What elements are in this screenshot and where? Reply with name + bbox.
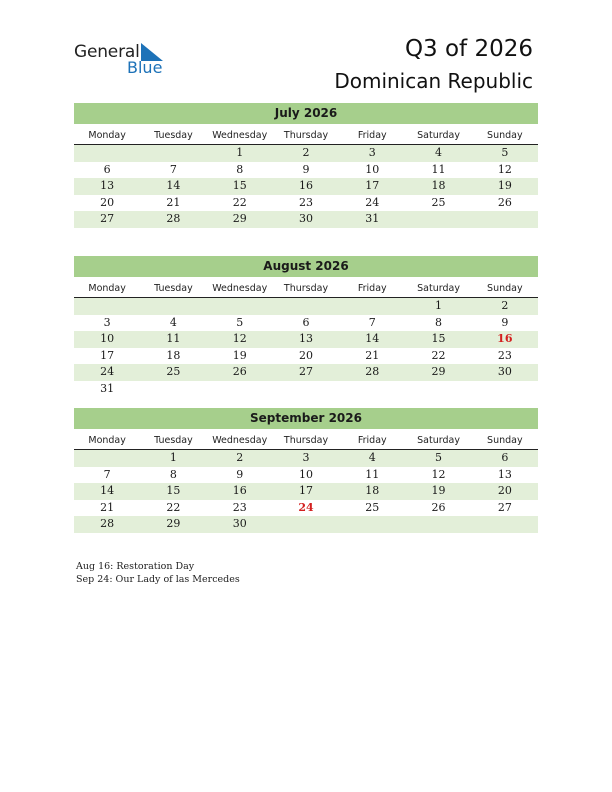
quarter-title: Q3 of 2026 [404,36,533,62]
day-cell: 13 [298,332,313,345]
day-cell: 22 [431,348,446,362]
week-row [74,450,538,467]
day-cell: 5 [501,146,509,159]
day-cell: 10 [100,332,115,345]
day-cell [74,298,140,315]
day-cell: 10 [365,162,380,176]
day-cell [140,381,206,398]
day-cell: 22 [166,500,181,514]
logo [74,42,174,78]
day-cell: 27 [497,500,512,514]
day-cell: 20 [497,484,512,497]
day-cell: 12 [232,332,247,345]
day-cell [339,298,405,315]
day-cell: 4 [169,315,177,329]
holiday-note: Sep 24: Our Lady of las Mercedes [76,574,240,585]
day-cell: 14 [365,332,380,345]
week-row [74,298,538,315]
week-row [74,364,538,381]
week-row [74,500,538,517]
day-cell: 28 [365,365,380,378]
weekday-label: Wednesday [212,130,268,141]
day-cell: 29 [232,212,247,225]
day-cell: 19 [232,348,247,362]
month-august [74,256,538,397]
day-cell: 30 [232,517,247,530]
day-cell: 29 [431,365,446,378]
day-cell [472,211,538,228]
day-cell: 3 [302,451,310,464]
week-row [74,516,538,533]
month-header: September 2026 [74,408,538,429]
day-cell: 31 [100,381,115,395]
day-cell [405,381,471,398]
weekday-row [74,127,538,145]
day-cell [405,211,471,228]
day-cell: 29 [166,517,181,530]
day-cell: 19 [497,179,512,192]
day-cell: 3 [103,315,111,329]
weekday-label: Monday [88,435,126,446]
day-cell [140,145,206,162]
day-cell: 6 [302,315,310,329]
day-cell: 22 [232,195,247,209]
day-cell: 7 [368,315,376,329]
day-cell: 23 [298,195,313,209]
day-cell: 14 [100,484,115,497]
day-cell [273,381,339,398]
day-cell: 9 [236,467,244,481]
day-cell [140,298,206,315]
day-cell [339,516,405,533]
day-cell: 1 [169,451,177,464]
day-cell: 2 [302,146,310,159]
day-cell: 17 [100,348,115,362]
day-cell: 28 [166,212,181,225]
country-title: Dominican Republic [334,69,533,93]
day-cell: 7 [169,162,177,176]
month-header: July 2026 [74,103,538,124]
day-cell: 8 [169,467,177,481]
day-cell: 9 [501,315,509,329]
day-cell: 20 [298,348,313,362]
day-cell: 21 [166,195,181,209]
weekday-label: Saturday [417,435,460,446]
day-cell: 18 [431,179,446,192]
day-cell: 10 [298,467,313,481]
day-cell: 5 [236,315,244,329]
holiday-notes [76,560,240,586]
weekday-label: Monday [88,130,126,141]
day-cell: 16 [497,332,513,345]
week-row [74,195,538,212]
week-row [74,467,538,484]
day-cell: 1 [236,146,244,159]
week-row [74,483,538,500]
day-cell: 6 [501,451,509,464]
day-cell: 6 [103,162,111,176]
day-cell [74,145,140,162]
day-cell: 5 [435,451,443,464]
weekday-label: Thursday [283,283,329,294]
week-row [74,381,538,398]
day-cell: 12 [431,467,446,481]
weekday-label: Friday [357,130,387,141]
day-cell: 24 [365,195,380,209]
day-cell: 25 [166,365,181,378]
day-cell: 23 [497,348,512,362]
day-cell: 17 [298,484,313,497]
day-cell: 7 [103,467,111,481]
day-cell: 19 [431,484,446,497]
logo-blue: Blue [127,58,163,77]
day-cell [207,298,273,315]
month-september [74,408,538,533]
week-row [74,315,538,332]
day-cell: 3 [368,146,376,159]
day-cell: 25 [431,195,446,209]
holiday-note: Aug 16: Restoration Day [76,561,195,572]
month-july [74,103,538,228]
logo-general: General [74,42,140,62]
day-cell: 27 [298,365,313,378]
weekday-label: Wednesday [212,283,268,294]
week-row [74,145,538,162]
day-cell [74,450,140,467]
month-header: August 2026 [74,256,538,277]
day-cell: 16 [232,484,247,497]
day-cell: 21 [365,348,380,362]
day-cell: 2 [236,451,244,464]
day-cell: 21 [100,500,115,514]
week-row [74,162,538,179]
weekday-label: Sunday [487,130,523,141]
weekday-label: Thursday [283,435,329,446]
day-cell: 20 [100,195,115,209]
day-cell [273,298,339,315]
day-cell: 11 [166,332,181,345]
weekday-label: Tuesday [154,435,193,446]
weekday-label: Tuesday [154,130,193,141]
weekday-row [74,432,538,450]
weekday-label: Sunday [487,435,523,446]
weekday-label: Thursday [283,130,329,141]
weekday-row [74,280,538,298]
weekday-label: Wednesday [212,435,268,446]
day-cell: 9 [302,162,310,176]
week-row [74,331,538,348]
day-cell: 26 [431,500,446,514]
day-cell: 17 [365,179,380,192]
day-cell: 13 [497,467,512,481]
weekday-label: Friday [357,435,387,446]
day-cell [405,516,471,533]
day-cell [273,516,339,533]
day-cell [339,381,405,398]
day-cell: 18 [365,484,380,497]
weekday-label: Friday [357,283,387,294]
weekday-label: Saturday [417,130,460,141]
day-cell: 26 [232,365,247,378]
day-cell: 18 [166,348,181,362]
day-cell: 23 [232,500,247,514]
day-cell: 24 [100,365,115,378]
day-cell: 25 [365,500,380,514]
day-cell: 24 [298,500,314,514]
weekday-label: Monday [88,283,126,294]
day-cell: 28 [100,517,115,530]
weekday-label: Tuesday [154,283,193,294]
day-cell: 26 [497,195,512,209]
day-cell: 4 [435,146,443,159]
week-row [74,348,538,365]
weekday-label: Saturday [417,283,460,294]
day-cell: 30 [497,365,512,378]
day-cell: 4 [368,451,376,464]
weekday-label: Sunday [487,283,523,294]
day-cell: 30 [298,212,313,225]
day-cell: 15 [232,179,247,192]
day-cell: 27 [100,212,115,225]
day-cell: 1 [435,299,443,312]
day-cell: 15 [166,484,181,497]
day-cell: 16 [298,179,313,192]
day-cell: 12 [497,162,512,176]
day-cell: 8 [236,162,244,176]
day-cell: 8 [435,315,443,329]
day-cell [472,516,538,533]
day-cell: 11 [431,162,446,176]
day-cell [207,381,273,398]
day-cell: 2 [501,299,509,312]
day-cell [472,381,538,398]
day-cell: 11 [365,467,380,481]
week-row [74,211,538,228]
week-row [74,178,538,195]
day-cell: 15 [431,332,446,345]
day-cell: 14 [166,179,181,192]
day-cell: 13 [100,179,115,192]
day-cell: 31 [365,212,380,225]
